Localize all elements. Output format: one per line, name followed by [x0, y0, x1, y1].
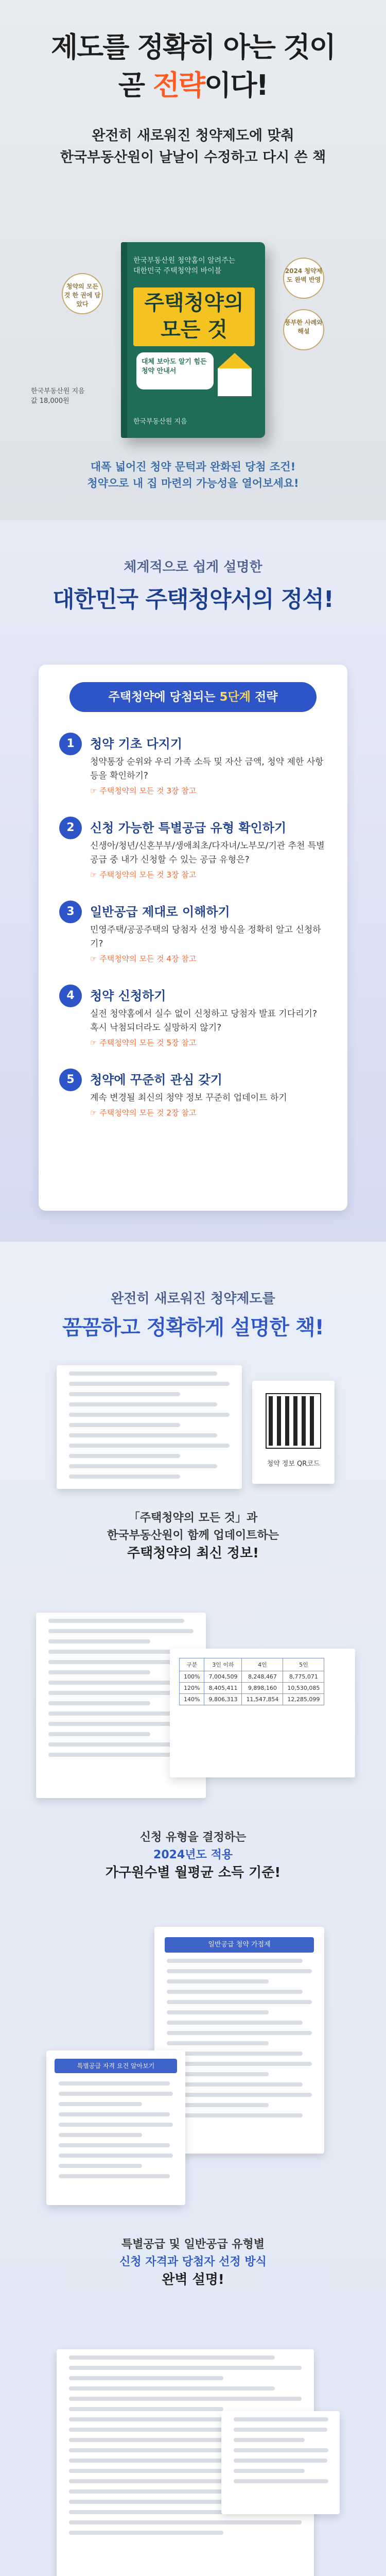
- strategy-item: [59, 985, 327, 1048]
- strategy-heading: 청약에 꾸준히 관심 갖기: [90, 1073, 222, 1087]
- strategy-item: [59, 901, 327, 964]
- book-title-box: [133, 287, 255, 346]
- hero-subtitle-line2: 한국부동산원이 날날이 수정하고 다시 쓴 책: [60, 149, 326, 165]
- strategy-heading: 일반공급 제대로 이해하기: [90, 905, 230, 919]
- features-title: 꼼꼼하고 정확하게 설명한 책!: [62, 1316, 324, 1340]
- strategy-header-suffix: 전략: [250, 690, 278, 704]
- table-cell: 9,898,160: [242, 1683, 283, 1694]
- strategy-reference: ☞ 주택청약의 모든 것 5장 참고: [90, 1038, 197, 1047]
- callout-2-line3: 가구원수별 월평균 소득 기준!: [105, 1865, 281, 1880]
- strategy-number: 2: [59, 817, 82, 839]
- income-table: [179, 1658, 324, 1705]
- badge-left: 청약의 모든 것 한 권에 담았다: [62, 273, 103, 314]
- strategy-reference: ☞ 주택청약의 모든 것 4장 참고: [90, 954, 197, 963]
- qr-code-icon: [267, 1394, 320, 1448]
- callout-1-line3: 주택청약의 최신 정보!: [127, 1546, 259, 1561]
- hero-headline-prefix: 곧: [118, 69, 153, 101]
- strategy-reference: ☞ 주택청약의 모든 것 3장 참고: [90, 786, 197, 795]
- hero-section: [0, 0, 386, 520]
- features-lead: 완전히 새로워진 청약제도를: [111, 1291, 275, 1307]
- callout-2-line1: 신청 유형을 결정하는: [139, 1831, 247, 1844]
- book-top-text: [133, 256, 255, 276]
- strategy-lead: 체계적으로 쉽게 설명한: [124, 560, 262, 575]
- strategy-number: 4: [59, 985, 82, 1007]
- callout-1-line2: 한국부동산원이 함께 업데이트하는: [107, 1529, 279, 1542]
- strategy-title: 대한민국 주택청약서의 정석!: [52, 586, 334, 613]
- strategy-description: 민영주택/공공주택의 당첨자 선정 방식을 정확히 알고 신청하기?: [90, 925, 321, 949]
- strategy-heading: 청약 신청하기: [90, 989, 166, 1003]
- strategy-description: 계속 변경될 최신의 청약 정보 꾸준히 업데이트 하기: [90, 1093, 287, 1103]
- book-author: 한국부동산원 지음: [133, 418, 187, 426]
- strategy-reference: ☞ 주택청약의 모든 것 3장 참고: [90, 870, 197, 879]
- table-cell: 8,248,467: [242, 1671, 283, 1683]
- strategy-description: 실전 청약홈에서 실수 없이 신청하고 당첨자 발표 기다리기? 혹시 낙첨되더라도 실망하지 않기?: [90, 1009, 317, 1033]
- strategy-heading: 신청 가능한 특별공급 유형 확인하기: [90, 821, 287, 835]
- book-title-line1: 주택청약의: [144, 291, 244, 315]
- strategy-item: [59, 1069, 327, 1118]
- strategy-panel-header: [69, 682, 317, 712]
- book-page-preview-6: [221, 2411, 340, 2514]
- strategy-number: 5: [59, 1069, 82, 1091]
- table-row: [180, 1658, 324, 1671]
- strategy-item: [59, 733, 327, 796]
- strategy-description: 청약통장 순위와 우리 가족 소득 및 자산 금액, 청약 제한 사항 등을 확인하기?: [90, 757, 324, 781]
- callout-3: [0, 2236, 386, 2289]
- table-cell: 100%: [180, 1671, 204, 1683]
- hero-headline: [0, 0, 386, 105]
- strategy-panel: [39, 665, 347, 1211]
- hero-subtitle: [0, 125, 386, 168]
- table-cell: 12,285,099: [283, 1694, 324, 1705]
- table-row: [180, 1671, 324, 1683]
- book-top-line2: 대한민국 주택청약의 바이블: [133, 267, 222, 275]
- table-cell: 120%: [180, 1683, 204, 1694]
- hero-subtitle-line1: 완전히 새로워진 청약제도에 맞춰: [92, 128, 294, 144]
- table-cell: 8,405,411: [204, 1683, 242, 1694]
- hero-bottom-copy: [0, 459, 386, 492]
- book-spine: [121, 242, 127, 438]
- side-tag-1: 한국부동산원 지음: [31, 387, 85, 395]
- table-header-cell: 3인 이하: [204, 1658, 242, 1671]
- callout-2-line2: 2024년도 적용: [153, 1849, 233, 1861]
- strategy-description: 신생아/청년/신혼부부/생애최초/다자녀/노부모/기관 추천 특별공급 중 내가 신청할 수 있는 공급 유형은?: [90, 841, 325, 865]
- table-cell: 7,004,509: [204, 1671, 242, 1683]
- income-table-card: [170, 1649, 355, 1777]
- table-cell: 8,775,071: [283, 1671, 324, 1683]
- book-page-preview-4: [46, 2050, 185, 2205]
- side-tags: [31, 386, 85, 406]
- book-title-line2: 모든 것: [161, 318, 227, 342]
- callout-1-line1: 「주택청약의 모든 것」과: [128, 1512, 258, 1524]
- callout-2: [0, 1829, 386, 1882]
- callout-3-line2: 신청 자격과 당첨자 선정 방식: [119, 2256, 267, 2268]
- book-top-line1: 한국부동산원 청약홈이 알려주는: [133, 257, 236, 265]
- strategy-section: [0, 520, 386, 1242]
- hero-headline-line1: 제도를 정확히 아는 것이: [50, 31, 336, 63]
- strategy-number: 3: [59, 901, 82, 923]
- house-icon: [218, 353, 252, 396]
- features-section: [0, 1242, 386, 2576]
- book-page-preview-1: [57, 1365, 242, 1489]
- hero-headline-line2: [0, 66, 386, 105]
- book-speech-bubble: 대체 보아도 알기 힘든 청약 안내서: [136, 352, 214, 389]
- table-cell: 10,530,085: [283, 1683, 324, 1694]
- strategy-heading: 청약 기초 다지기: [90, 737, 182, 751]
- table-header-cell: 구분: [180, 1658, 204, 1671]
- table-cell: 140%: [180, 1694, 204, 1705]
- hero-headline-suffix: 이다!: [204, 69, 268, 101]
- strategy-reference: ☞ 주택청약의 모든 것 2장 참고: [90, 1108, 197, 1117]
- table-row: [180, 1683, 324, 1694]
- strategy-item: [59, 817, 327, 880]
- table-cell: 9,806,313: [204, 1694, 242, 1705]
- table-cell: 11,547,854: [242, 1694, 283, 1705]
- callout-1: [0, 1510, 386, 1562]
- badge-right-bottom: 풍부한 사례와 해설: [283, 309, 324, 350]
- table-header-cell: 4인: [242, 1658, 283, 1671]
- hero-bottom-line2: 청약으로 내 집 마련의 가능성을 열어보세요!: [87, 477, 299, 489]
- qr-card: [252, 1381, 335, 1484]
- strategy-header-highlight: 5단계: [219, 690, 251, 704]
- callout-3-line1: 특별공급 및 일반공급 유형별: [121, 2238, 265, 2251]
- table-row: [180, 1694, 324, 1705]
- side-tab: 특별공급 자격 요건 알아보기: [55, 2059, 177, 2073]
- hero-headline-accent: 전략: [152, 69, 205, 101]
- doc-tab: 일반공급 청약 가점제: [165, 1937, 314, 1953]
- strategy-number: 1: [59, 733, 82, 755]
- hero-bottom-line1: 대폭 넓어진 청약 문턱과 완화된 당첨 조건!: [90, 461, 296, 473]
- table-header-cell: 5인: [283, 1658, 324, 1671]
- strategy-header-prefix: 주택청약에 당첨되는: [108, 690, 220, 704]
- callout-3-line3: 완벽 설명!: [162, 2272, 224, 2287]
- side-tag-2: 값 18,000원: [31, 397, 69, 405]
- badge-right-top: 2024 청약제도 완벽 반영: [283, 258, 324, 299]
- qr-caption: 청약 정보 QR코드: [267, 1460, 320, 1468]
- book-cover: [121, 242, 265, 438]
